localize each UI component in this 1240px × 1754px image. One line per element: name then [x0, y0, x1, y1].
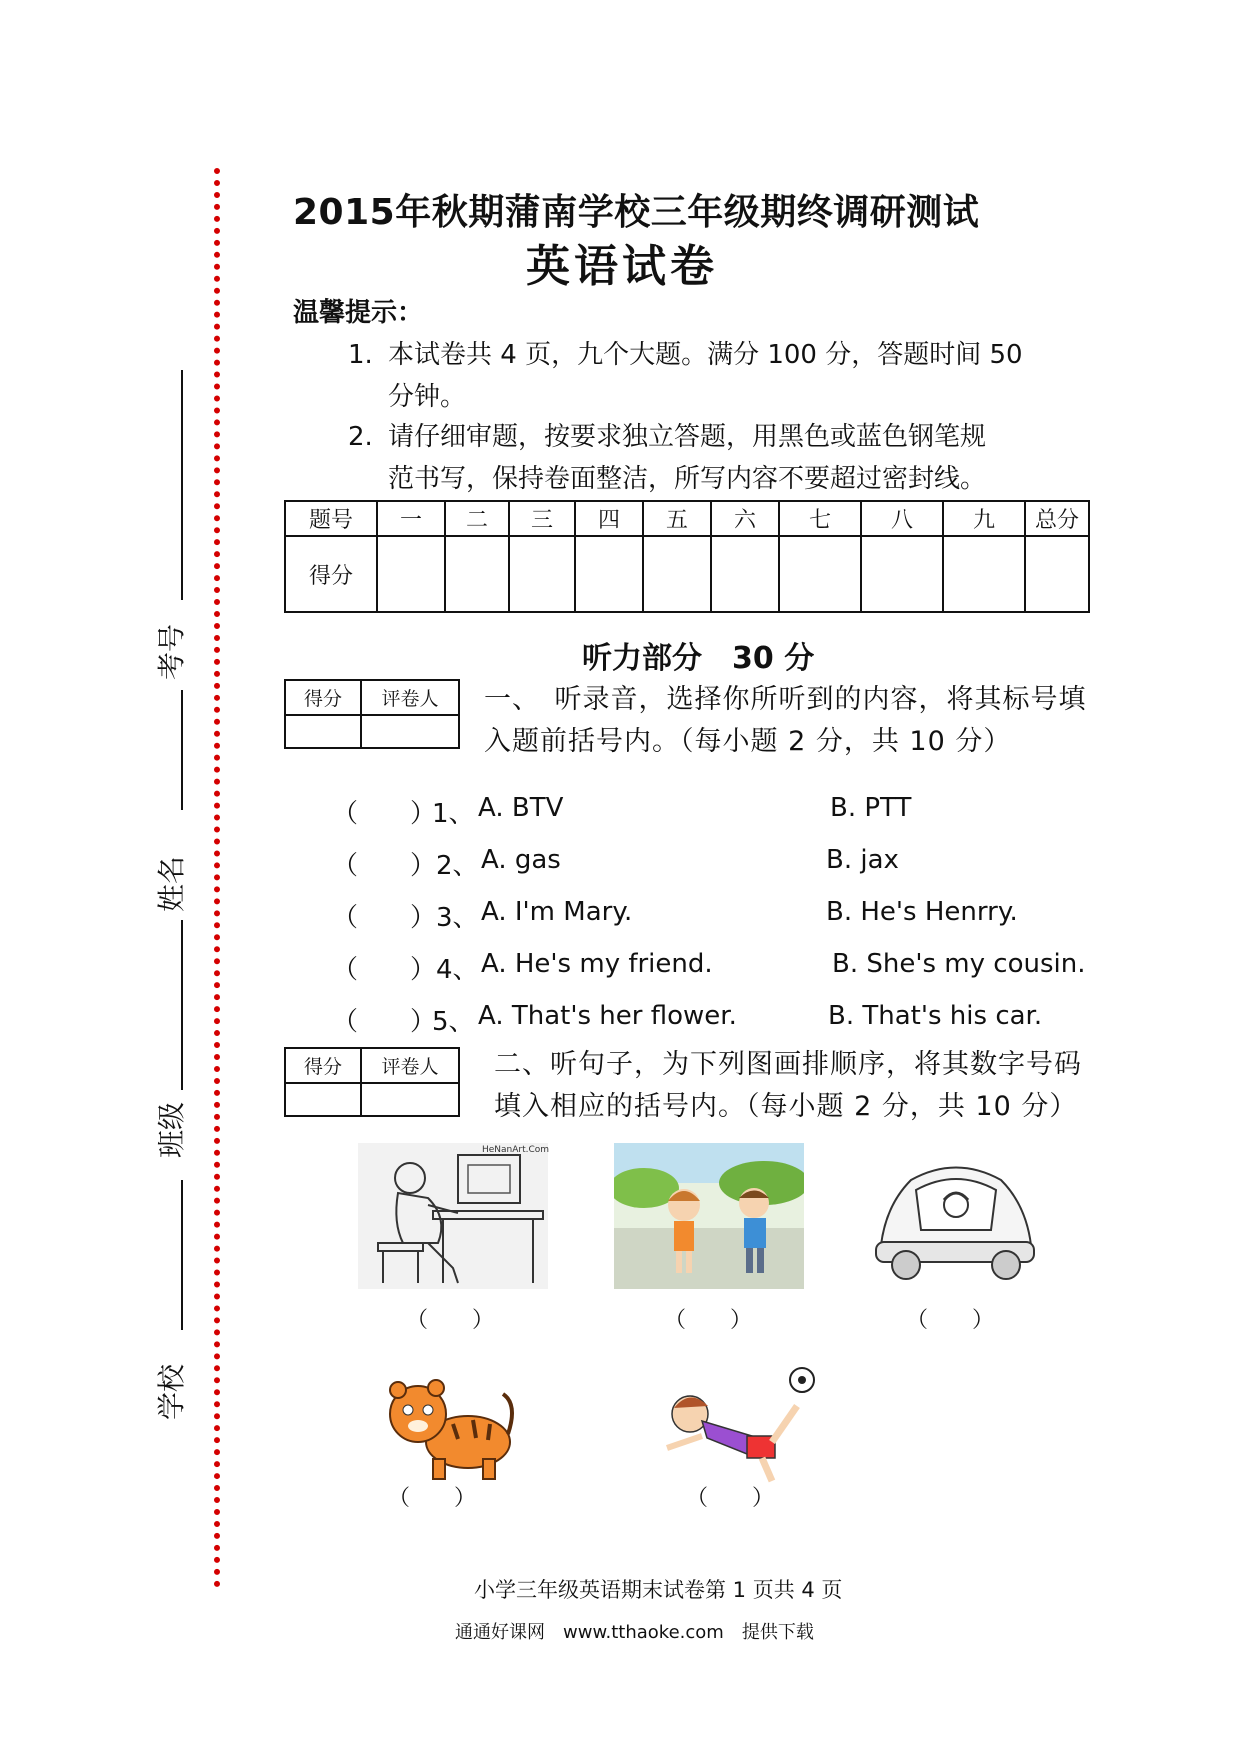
- score-cell[interactable]: [643, 536, 711, 612]
- q2-instruction-line: 填入相应的括号内。（每小题 2 分，共 10 分）: [494, 1091, 1078, 1122]
- answer-paren[interactable]: （ ）: [332, 955, 437, 985]
- q1-option-a: A. I'm Mary.: [481, 897, 633, 927]
- grader-score-label: 得分: [285, 680, 361, 715]
- score-table-col: 三: [509, 501, 575, 536]
- answer-paren[interactable]: （ ）: [332, 903, 437, 933]
- tip-text: 范书写，保持卷面整洁，所写内容不要超过密封线。: [388, 464, 987, 494]
- grader-box-q2: [284, 1047, 460, 1117]
- class-line: [181, 920, 183, 1090]
- score-table-col: 七: [779, 501, 861, 536]
- q1-instruction-line: 入题前括号内。（每小题 2 分，共 10 分）: [484, 726, 1012, 757]
- tip-1: [348, 334, 1023, 418]
- score-table-col: 八: [861, 501, 943, 536]
- score-cell[interactable]: [445, 536, 509, 612]
- q1-option-b: B. He's Henrry.: [826, 897, 1018, 927]
- score-table-row-label: 得分: [285, 536, 377, 612]
- q1-item-number: 5、: [432, 1007, 475, 1037]
- answer-paren[interactable]: （ ）: [906, 1308, 995, 1333]
- page-footer: 小学三年级英语期末试卷第 1 页共 4 页: [474, 1578, 843, 1602]
- q1-option-b: B. jax: [826, 845, 899, 875]
- exam-subtitle: 英语试卷: [526, 241, 718, 292]
- score-table: [284, 500, 1090, 613]
- grader-box-q1: [284, 679, 460, 749]
- q1-option-b: B. She's my cousin.: [832, 949, 1086, 979]
- tip-text: 本试卷共 4 页，九个大题。满分 100 分，答题时间 50: [388, 340, 1023, 370]
- q1-instruction-line: 一、 听录音，选择你所听到的内容，将其标号填: [484, 684, 1087, 715]
- q2-instruction-line: 二、听句子，为下列图画排顺序，将其数字号码: [494, 1049, 1082, 1080]
- answer-paren[interactable]: （ ）: [332, 799, 437, 829]
- score-cell[interactable]: [509, 536, 575, 612]
- q1-option-a: A. He's my friend.: [481, 949, 713, 979]
- score-table-col: 六: [711, 501, 779, 536]
- answer-paren[interactable]: （ ）: [406, 1308, 495, 1333]
- picture-two-children: [614, 1143, 804, 1289]
- score-table-col: 四: [575, 501, 643, 536]
- q1-option-b: B. That's his car.: [828, 1001, 1043, 1031]
- grader-name-cell[interactable]: [361, 715, 459, 748]
- q1-item-number: 3、: [436, 903, 479, 933]
- notice-title: 温馨提示：: [293, 298, 424, 328]
- score-cell[interactable]: [943, 536, 1025, 612]
- picture-tiger: [378, 1374, 518, 1482]
- score-cell[interactable]: [1025, 536, 1089, 612]
- score-cell[interactable]: [377, 536, 445, 612]
- picture-girl-computer: [358, 1143, 548, 1289]
- tip-text: 请仔细审题，按要求独立答题，用黑色或蓝色钢笔规: [388, 422, 987, 452]
- score-table-col: 五: [643, 501, 711, 536]
- name-line: [181, 690, 183, 810]
- school-line: [181, 1180, 183, 1330]
- q2-instructions: [494, 1044, 1082, 1128]
- grader-name-label: 评卷人: [361, 680, 459, 715]
- score-table-header-label: 题号: [285, 501, 377, 536]
- score-table-col: 总分: [1025, 501, 1089, 536]
- two-children-illustration: [614, 1143, 804, 1289]
- grader-name-label: 评卷人: [361, 1048, 459, 1083]
- grader-score-cell[interactable]: [285, 715, 361, 748]
- download-source: 通通好课网 www.tthaoke.com 提供下载: [455, 1622, 814, 1643]
- tip-number: 2.: [348, 422, 373, 452]
- exam-number-line: [181, 370, 183, 600]
- boy-football-illustration: [662, 1366, 822, 1496]
- listening-section-title: 听力部分 30 分: [582, 641, 815, 676]
- car-illustration: [866, 1150, 1041, 1292]
- tip-2: [348, 416, 986, 500]
- score-cell[interactable]: [711, 536, 779, 612]
- picture-woman-car: [866, 1150, 1041, 1292]
- q1-item-number: 1、: [432, 799, 475, 829]
- picture-boy-football: [662, 1366, 822, 1496]
- q1-item-number: 2、: [436, 851, 479, 881]
- q1-item-number: 4、: [436, 955, 479, 985]
- q1-option-b: B. PTT: [830, 793, 912, 823]
- answer-paren[interactable]: （ ）: [388, 1486, 477, 1511]
- score-table-col: 九: [943, 501, 1025, 536]
- grader-name-cell[interactable]: [361, 1083, 459, 1116]
- score-cell[interactable]: [779, 536, 861, 612]
- grader-score-label: 得分: [285, 1048, 361, 1083]
- q1-option-a: A. That's her flower.: [478, 1001, 737, 1031]
- tip-number: 1.: [348, 340, 373, 370]
- score-cell[interactable]: [575, 536, 643, 612]
- exam-title: 2015年秋期蒲南学校三年级期终调研测试: [293, 192, 980, 233]
- side-label-exam-number: 考号: [155, 623, 188, 680]
- grader-score-cell[interactable]: [285, 1083, 361, 1116]
- binding-dotted-line: [214, 168, 220, 1588]
- score-table-col: 一: [377, 501, 445, 536]
- q1-instructions: [484, 679, 1087, 763]
- side-label-school: 学校: [155, 1363, 188, 1420]
- q1-option-a: A. BTV: [478, 793, 564, 823]
- tip-text: 分钟。: [388, 382, 467, 412]
- answer-paren[interactable]: （ ）: [664, 1308, 753, 1333]
- score-cell[interactable]: [861, 536, 943, 612]
- side-label-name: 姓名: [155, 855, 188, 912]
- girl-computer-sketch: [358, 1143, 548, 1289]
- answer-paren[interactable]: （ ）: [332, 1007, 437, 1037]
- image-watermark: HeNanArt.Com: [482, 1145, 550, 1155]
- q1-option-a: A. gas: [481, 845, 561, 875]
- answer-paren[interactable]: （ ）: [686, 1486, 775, 1511]
- score-table-col: 二: [445, 501, 509, 536]
- answer-paren[interactable]: （ ）: [332, 851, 437, 881]
- side-label-class: 班级: [155, 1101, 188, 1158]
- tiger-illustration: [378, 1374, 518, 1482]
